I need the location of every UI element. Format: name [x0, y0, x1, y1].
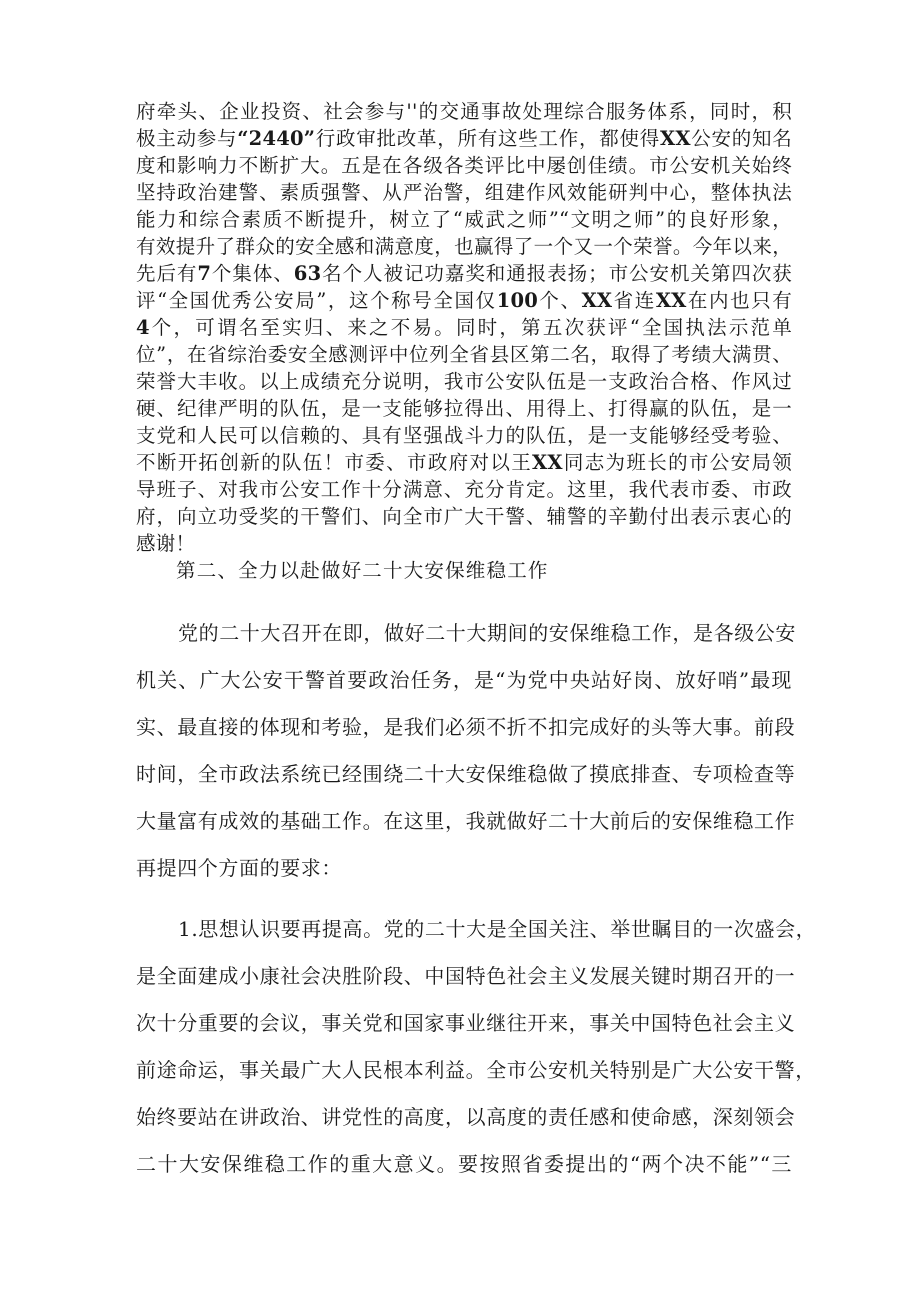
paragraph-line: 前途命运，事关最广大人民根本利益。全市公安机关特别是广大公安干警， [136, 1058, 816, 1082]
paragraph-line: 能力和综合素质不断提升，树立了“威武之师”“文明之师”的良好形象， [136, 208, 792, 231]
paragraph-line: 党的二十大召开在即，做好二十大期间的安保维稳工作，是各级公安 [178, 621, 796, 645]
paragraph-line: 坚持政治建警、素质强警、从严治警，组建作风效能研判中心，整体执法 [136, 181, 792, 204]
paragraph-line: 不断开拓创新的队伍！市委、市政府对以王XX同志为班长的市公安局领 [136, 451, 792, 474]
paragraph-line: 支党和人民可以信赖的、具有坚强战斗力的队伍，是一支能够经受考验、 [136, 424, 792, 447]
paragraph-line: 是全面建成小康社会决胜阶段、中国特色社会主义发展关键时期召开的一 [136, 964, 796, 988]
paragraph-line: 再提四个方面的要求： [136, 856, 342, 880]
paragraph-line: 4个，可谓名至实归、来之不易。同时，第五次获评“全国执法示范单 [136, 316, 792, 339]
paragraph-line: 硬、纪律严明的队伍，是一支能够拉得出、用得上、打得赢的队伍，是一 [136, 397, 792, 420]
paragraph-line: 机关、广大公安干警首要政治任务，是“为党中央站好岗、放好哨”最现 [136, 668, 792, 692]
paragraph-line: 荣誉大丰收。以上成绩充分说明，我市公安队伍是一支政治合格、作风过 [136, 370, 792, 393]
paragraph-line: 时间，全市政法系统已经围绕二十大安保维稳做了摸底排查、专项检查等 [136, 762, 796, 786]
paragraph-line: 府牵头、企业投资、社会参与''的交通事故处理综合服务体系，同时，积 [136, 100, 792, 123]
paragraph-line: 感谢！ [136, 532, 196, 555]
section-two-body [136, 610, 817, 1188]
paragraph-line: 大量富有成效的基础工作。在这里，我就做好二十大前后的安保维稳工作 [136, 809, 796, 833]
paragraph-line: 实、最直接的体现和考验，是我们必须不折不扣完成好的头等大事。前段 [136, 715, 796, 739]
paragraph-line: 二十大安保维稳工作的重大意义。要按照省委提出的“两个决不能”“三 [136, 1152, 792, 1176]
paragraph-line: 先后有7个集体、63名个人被记功嘉奖和通报表扬；市公安机关第四次获 [136, 262, 792, 285]
paragraph-line: 始终要站在讲政治、讲党性的高度，以高度的责任感和使命感，深刻领会 [136, 1105, 796, 1129]
paragraph-line: 度和影响力不断扩大。五是在各级各类评比中屡创佳绩。市公安机关始终 [136, 154, 792, 177]
paragraph-line: 导班子、对我市公安工作十分满意、充分肯定。这里，我代表市委、市政 [136, 478, 792, 501]
paragraph-line: 有效提升了群众的安全感和满意度，也赢得了一个又一个荣誉。今年以来， [136, 235, 792, 258]
paragraph-line: 极主动参与“2440”行政审批改革，所有这些工作，都使得XX公安的知名 [136, 127, 792, 150]
paragraph-line: 府，向立功受奖的干警们、向全市广大干警、辅警的辛勤付出表示衷心的 [136, 505, 792, 528]
paragraph-line: 位”，在省综治委安全感测评中位列全省县区第二名，取得了考绩大满贯、 [136, 343, 792, 366]
paragraph-line: 评“全国优秀公安局”，这个称号全国仅100个、XX省连XX在内也只有 [136, 289, 792, 312]
paragraph-gap [136, 892, 792, 906]
section-one-tail [136, 98, 792, 584]
paragraph-line: 1.思想认识要再提高。党的二十大是全国关注、举世瞩目的一次盛会， [178, 917, 817, 941]
paragraph-line: 次十分重要的会议，事关党和国家事业继往开来，事关中国特色社会主义 [136, 1011, 796, 1035]
section-heading: 第二、全力以赴做好二十大安保维稳工作 [176, 559, 549, 582]
